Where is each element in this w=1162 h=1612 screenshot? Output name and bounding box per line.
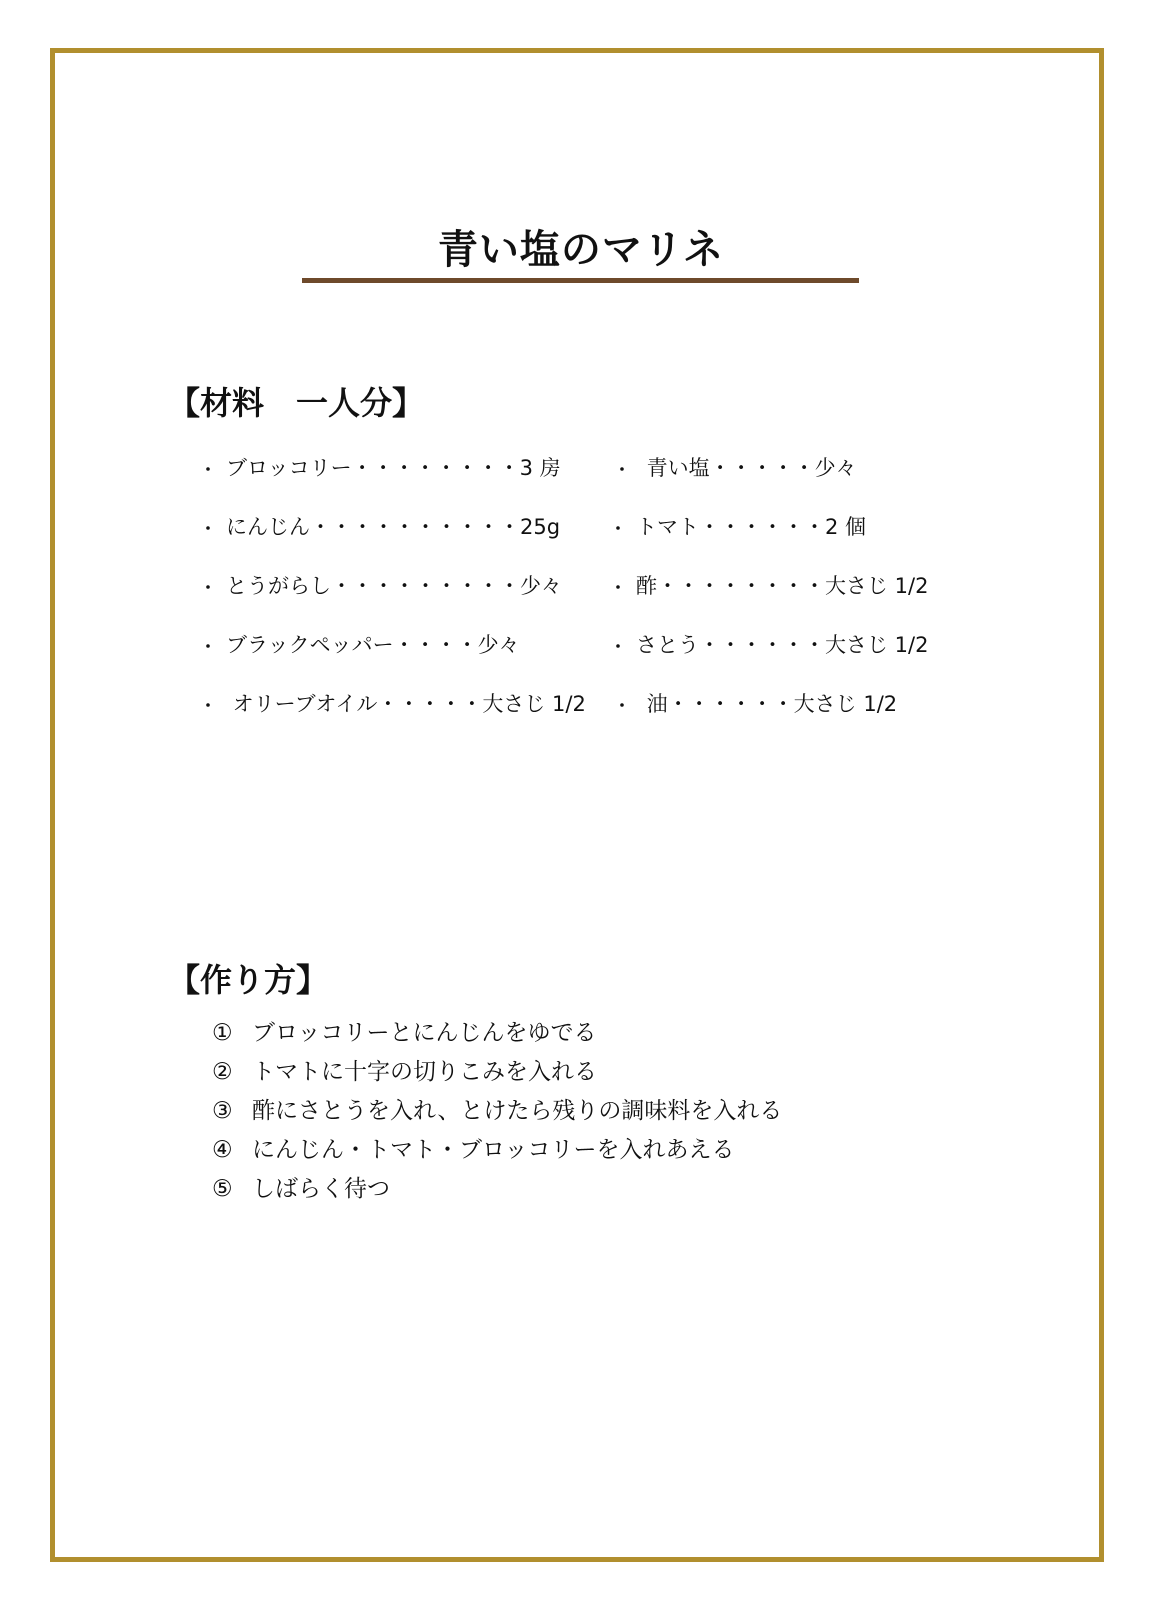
ingredient-item: [200, 511, 560, 541]
step-text: ブロッコリーとにんじんをゆでる: [252, 1020, 597, 1046]
bullet-icon: ・: [610, 519, 627, 538]
ingredient-item: [200, 688, 586, 718]
bullet-icon: ・: [200, 637, 217, 656]
ingredient-item: [610, 570, 928, 600]
ingredient-item: [200, 629, 520, 659]
step-text: にんじん・トマト・ブロッコリーを入れあえる: [252, 1137, 735, 1163]
bullet-icon: ・: [614, 696, 631, 715]
step-item: [212, 1053, 597, 1086]
ingredient-text: 酢・・・・・・・・大さじ 1/2: [636, 574, 929, 598]
bullet-icon: ・: [200, 460, 217, 479]
step-text: 酢にさとうを入れ、とけたら残りの調味料を入れる: [252, 1098, 783, 1124]
bullet-icon: ・: [610, 578, 627, 597]
ingredient-text: にんじん・・・・・・・・・・25g: [226, 515, 561, 539]
step-text: トマトに十字の切りこみを入れる: [252, 1059, 597, 1085]
step-text: しばらく待つ: [252, 1176, 390, 1202]
page-border: [50, 48, 1104, 1562]
step-item: [212, 1131, 735, 1164]
method-heading: 【作り方】: [168, 961, 329, 999]
step-item: [212, 1170, 390, 1203]
ingredient-item: [614, 452, 857, 482]
ingredient-text: さとう・・・・・・大さじ 1/2: [636, 633, 929, 657]
bullet-icon: ・: [200, 696, 217, 715]
step-item: [212, 1014, 597, 1047]
ingredient-item: [610, 511, 866, 541]
ingredient-text: とうがらし・・・・・・・・・少々: [226, 574, 562, 598]
ingredient-item: [614, 688, 897, 718]
bullet-icon: ・: [200, 578, 217, 597]
ingredient-text: 青い塩・・・・・少々: [640, 456, 857, 480]
ingredients-heading: 【材料 一人分】: [168, 384, 425, 422]
step-item: [212, 1092, 782, 1125]
ingredient-text: ブラックペッパー・・・・少々: [226, 633, 520, 657]
recipe-title: 青い塩のマリネ: [437, 227, 725, 273]
bullet-icon: ・: [614, 460, 631, 479]
ingredient-item: [200, 570, 562, 600]
step-number: ①: [212, 1020, 233, 1046]
step-number: ④: [212, 1137, 233, 1163]
ingredient-text: 油・・・・・・大さじ 1/2: [640, 692, 898, 716]
ingredient-text: トマト・・・・・・2 個: [636, 515, 867, 539]
ingredient-item: [610, 629, 928, 659]
title-underline: [302, 278, 859, 283]
ingredient-item: [200, 452, 561, 482]
ingredient-text: オリーブオイル・・・・・大さじ 1/2: [226, 692, 586, 716]
bullet-icon: ・: [610, 637, 627, 656]
bullet-icon: ・: [200, 519, 217, 538]
step-number: ③: [212, 1098, 233, 1124]
ingredient-text: ブロッコリー・・・・・・・・3 房: [226, 456, 561, 480]
step-number: ⑤: [212, 1176, 233, 1202]
step-number: ②: [212, 1059, 233, 1085]
